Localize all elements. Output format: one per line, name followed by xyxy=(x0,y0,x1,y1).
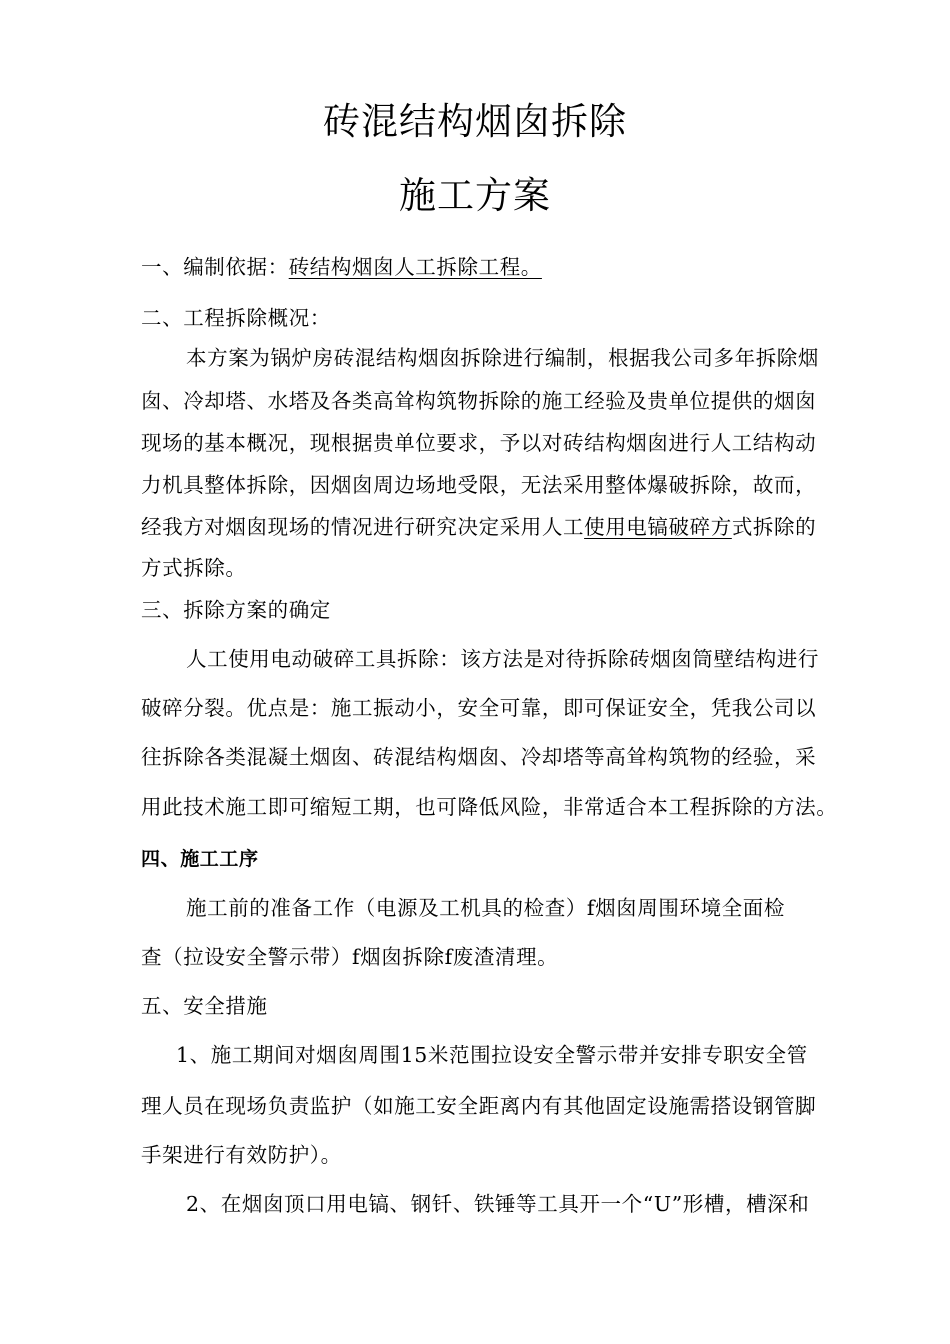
section-5-paragraph-line: 理人员在现场负责监护（如施工安全距离内有其他固定设施需搭设钢管脚 xyxy=(141,1094,817,1118)
section-3-heading: 三、拆除方案的确定 xyxy=(141,598,331,622)
section-4-paragraph-line: 施工前的准备工作（电源及工机具的检查）f烟囱周围环境全面检 xyxy=(186,896,785,920)
section-2-text: 经我方对烟囱现场的情况进行研究决定采用人工 xyxy=(141,515,585,539)
section-4-heading: 四、施工工序 xyxy=(141,848,259,870)
document-title-line-2: 施工方案 xyxy=(399,174,551,217)
section-2-paragraph-line: 本方案为锅炉房砖混结构烟囱拆除进行编制，根据我公司多年拆除烟 xyxy=(186,346,819,370)
section-2-paragraph-line: 囱、冷却塔、水塔及各类高耸构筑物拆除的施工经验及贵单位提供的烟囱 xyxy=(141,389,817,413)
section-3-paragraph-line: 用此技术施工即可缩短工期，也可降低风险，非常适合本工程拆除的方法。 xyxy=(141,795,838,819)
section-2-text: 式拆除的 xyxy=(731,515,817,539)
section-3-paragraph-line: 人工使用电动破碎工具拆除：该方法是对待拆除砖烟囱筒壁结构进行 xyxy=(186,647,819,671)
section-1-label: 一、编制依据： xyxy=(141,255,289,279)
section-2-heading: 二、工程拆除概况： xyxy=(141,306,331,330)
section-2-paragraph-line xyxy=(141,513,816,541)
section-1-value: 砖结构烟囱人工拆除工程。 xyxy=(288,255,542,279)
document-title-line-1: 砖混结构烟囱拆除 xyxy=(323,100,627,143)
section-5-paragraph-line: 2、在烟囱顶口用电镐、钢钎、铁锤等工具开一个“U”形槽，槽深和 xyxy=(186,1192,810,1216)
section-4-paragraph-line: 查（拉设安全警示带）f烟囱拆除f废渣清理。 xyxy=(141,945,559,969)
section-5-heading: 五、安全措施 xyxy=(141,994,268,1018)
section-2-paragraph-line: 力机具整体拆除，因烟囱周边场地受限，无法采用整体爆破拆除，故而， xyxy=(141,473,817,497)
section-2-paragraph-line: 现场的基本概况，现根据贵单位要求，予以对砖结构烟囱进行人工结构动 xyxy=(141,431,817,455)
section-1-line xyxy=(141,253,542,281)
section-2-underlined-text: 使用电镐破碎方 xyxy=(584,515,732,539)
section-5-paragraph-line: 手架进行有效防护）。 xyxy=(141,1143,342,1167)
section-2-paragraph-line: 方式拆除。 xyxy=(141,556,247,580)
section-5-paragraph-line: 1、施工期间对烟囱周围15米范围拉设安全警示带并安排专职安全管 xyxy=(176,1043,808,1067)
section-3-paragraph-line: 破碎分裂。优点是：施工振动小，安全可靠，即可保证安全，凭我公司以 xyxy=(141,696,817,720)
section-3-paragraph-line: 往拆除各类混凝土烟囱、砖混结构烟囱、冷却塔等高耸构筑物的经验，采 xyxy=(141,745,817,769)
